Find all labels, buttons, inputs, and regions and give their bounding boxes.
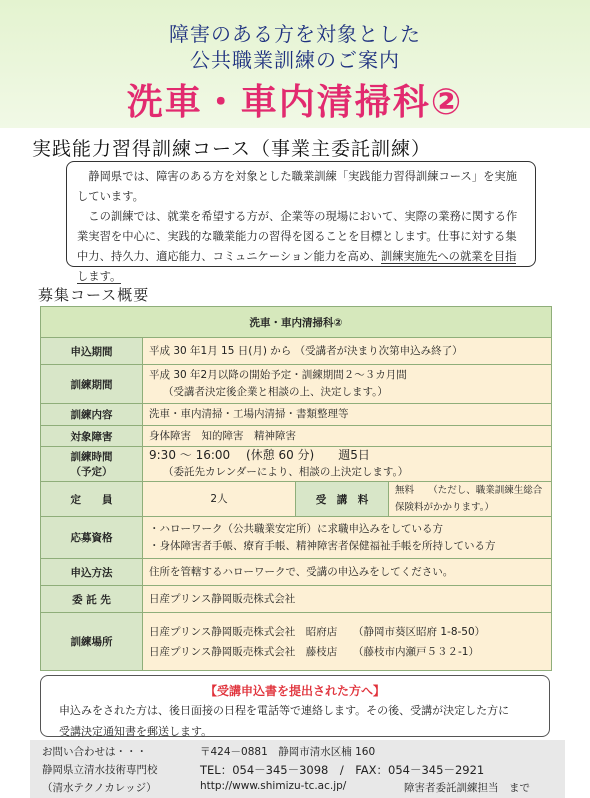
notice-title: 【受講申込書を提出された方へ】 [204,684,385,698]
footer-tel-fax: TEL：054－345－3098 / FAX：054－345－2921 [200,763,485,777]
course-overview-table [40,306,552,671]
training-hours-label-2: （予定） [70,466,113,478]
label-fee: 受 講 料 [296,482,389,517]
intro-paragraph-2 [77,207,525,287]
label-training-hours [41,447,143,482]
value-training-content: 洗車・車内清掃・工場内清掃・書類整理等 [143,404,552,426]
value-application-period: 平成 30 年1月 15 日(月) から （受講者が決まり次第申込み終了） [143,338,552,365]
footer-nickname: （清水テクノカレッジ） [42,782,157,794]
notice-line-1: 申込みをされた方は、後日面接の日程を電話等で連絡します。その後、受講が決定した方に [59,704,510,717]
label-training-content: 訓練内容 [41,404,143,426]
footer-address: 〒424－0881 静岡市清水区楠 160 [200,746,376,758]
location-company: 日産プリンス静岡販売株式会社 昭府店 [149,625,338,638]
label-training-period: 訓練期間 [41,365,143,404]
notice-body [59,700,539,743]
label-target-disability: 対象障害 [41,426,143,447]
qualification-line-2: ・身体障害者手帳、療育手帳、精神障害者保健福祉手帳を所持している方 [149,539,496,552]
value-training-location [143,613,552,671]
table-header: 洗車・車内清掃科② [41,307,552,338]
label-contractor: 委 託 先 [41,586,143,613]
value-target-disability: 身体障害 知的障害 精神障害 [143,426,552,447]
value-qualification [143,517,552,559]
training-period-line-2: （受講者決定後企業と相談の上、決定します。） [163,386,388,398]
intro-underlined-text: 訓練実施先への就業を目指します。 [77,250,517,283]
label-capacity: 定 員 [41,482,143,517]
footer-inquiry: お問い合わせは・・・ [42,746,147,758]
intro-paragraph-1: 静岡県では、障害のある方を対象とした職業訓練「実践能力習得訓練コース」を実施しています。 [77,170,518,203]
value-fee: 無料 （ただし、職業訓練生総合保険料がかかります。） [389,482,552,517]
location-address: （藤枝市内瀬戸５３２-1） [358,645,479,658]
training-hours-line-1: 9:30 ～ 16:00 (休憩 60 分) 週5日 [149,448,370,462]
intro-box [66,161,536,283]
title-line-2: 公共職業訓練のご案内 [190,48,400,72]
footer-url-link[interactable]: http://www.shimizu-tc.ac.jp/ [200,780,347,792]
notice-line-2: 受講決定通知書を郵送します。 [59,721,212,743]
label-application-method: 申込方法 [41,559,143,586]
value-capacity: 2人 [143,482,296,517]
value-training-period [143,365,552,404]
training-hours-label-1: 訓練時間 [70,451,113,463]
location-row-2 [149,642,545,662]
qualification-line-1: ・ハローワーク（公共職業安定所）に求職申込みをしている方 [149,522,443,535]
intro-paragraph-2-text: この訓練では、就業を希望する方が、企業等の現場において、実際の業務に関する作業実習を中心に、実践的な職業能力の習得を図ることを目標とします。仕事に対する集中力、持久力、適応能力、コミュニケーション能力を高め、 [77,210,518,263]
training-hours-line-2: （委託先カレンダーにより、相談の上決定します。） [163,466,409,478]
footer-contact-person: 障害者委託訓練担当 まで [404,782,530,794]
label-training-location: 訓練場所 [41,613,143,671]
title-line-1: 障害のある方を対象とした [169,22,421,46]
training-period-line-1: 平成 30 年2月以降の開始予定・訓練期間２～３カ月間 [149,369,407,381]
value-contractor: 日産プリンス静岡販売株式会社 [143,586,552,613]
label-application-period: 申込期間 [41,338,143,365]
location-company: 日産プリンス静岡販売株式会社 藤枝店 [149,645,338,658]
notice-box [40,675,550,737]
course-title: 洗車・車内清掃科② [126,82,464,123]
label-qualification: 応募資格 [41,517,143,559]
location-row-1 [149,622,545,642]
page-subtitle: 実践能力習得訓練コース（事業主委託訓練） [32,138,432,160]
footer-contact [30,740,565,798]
footer-school: 静岡県立清水技術専門校 [42,764,158,776]
value-training-hours [143,447,552,482]
value-application-method: 住所を管轄するハローワークで、受講の申込みをしてください。 [143,559,552,586]
section-title-recruitment: 募集コース概要 [38,286,150,304]
location-address: （静岡市葵区昭府 1-8-50） [358,625,486,638]
